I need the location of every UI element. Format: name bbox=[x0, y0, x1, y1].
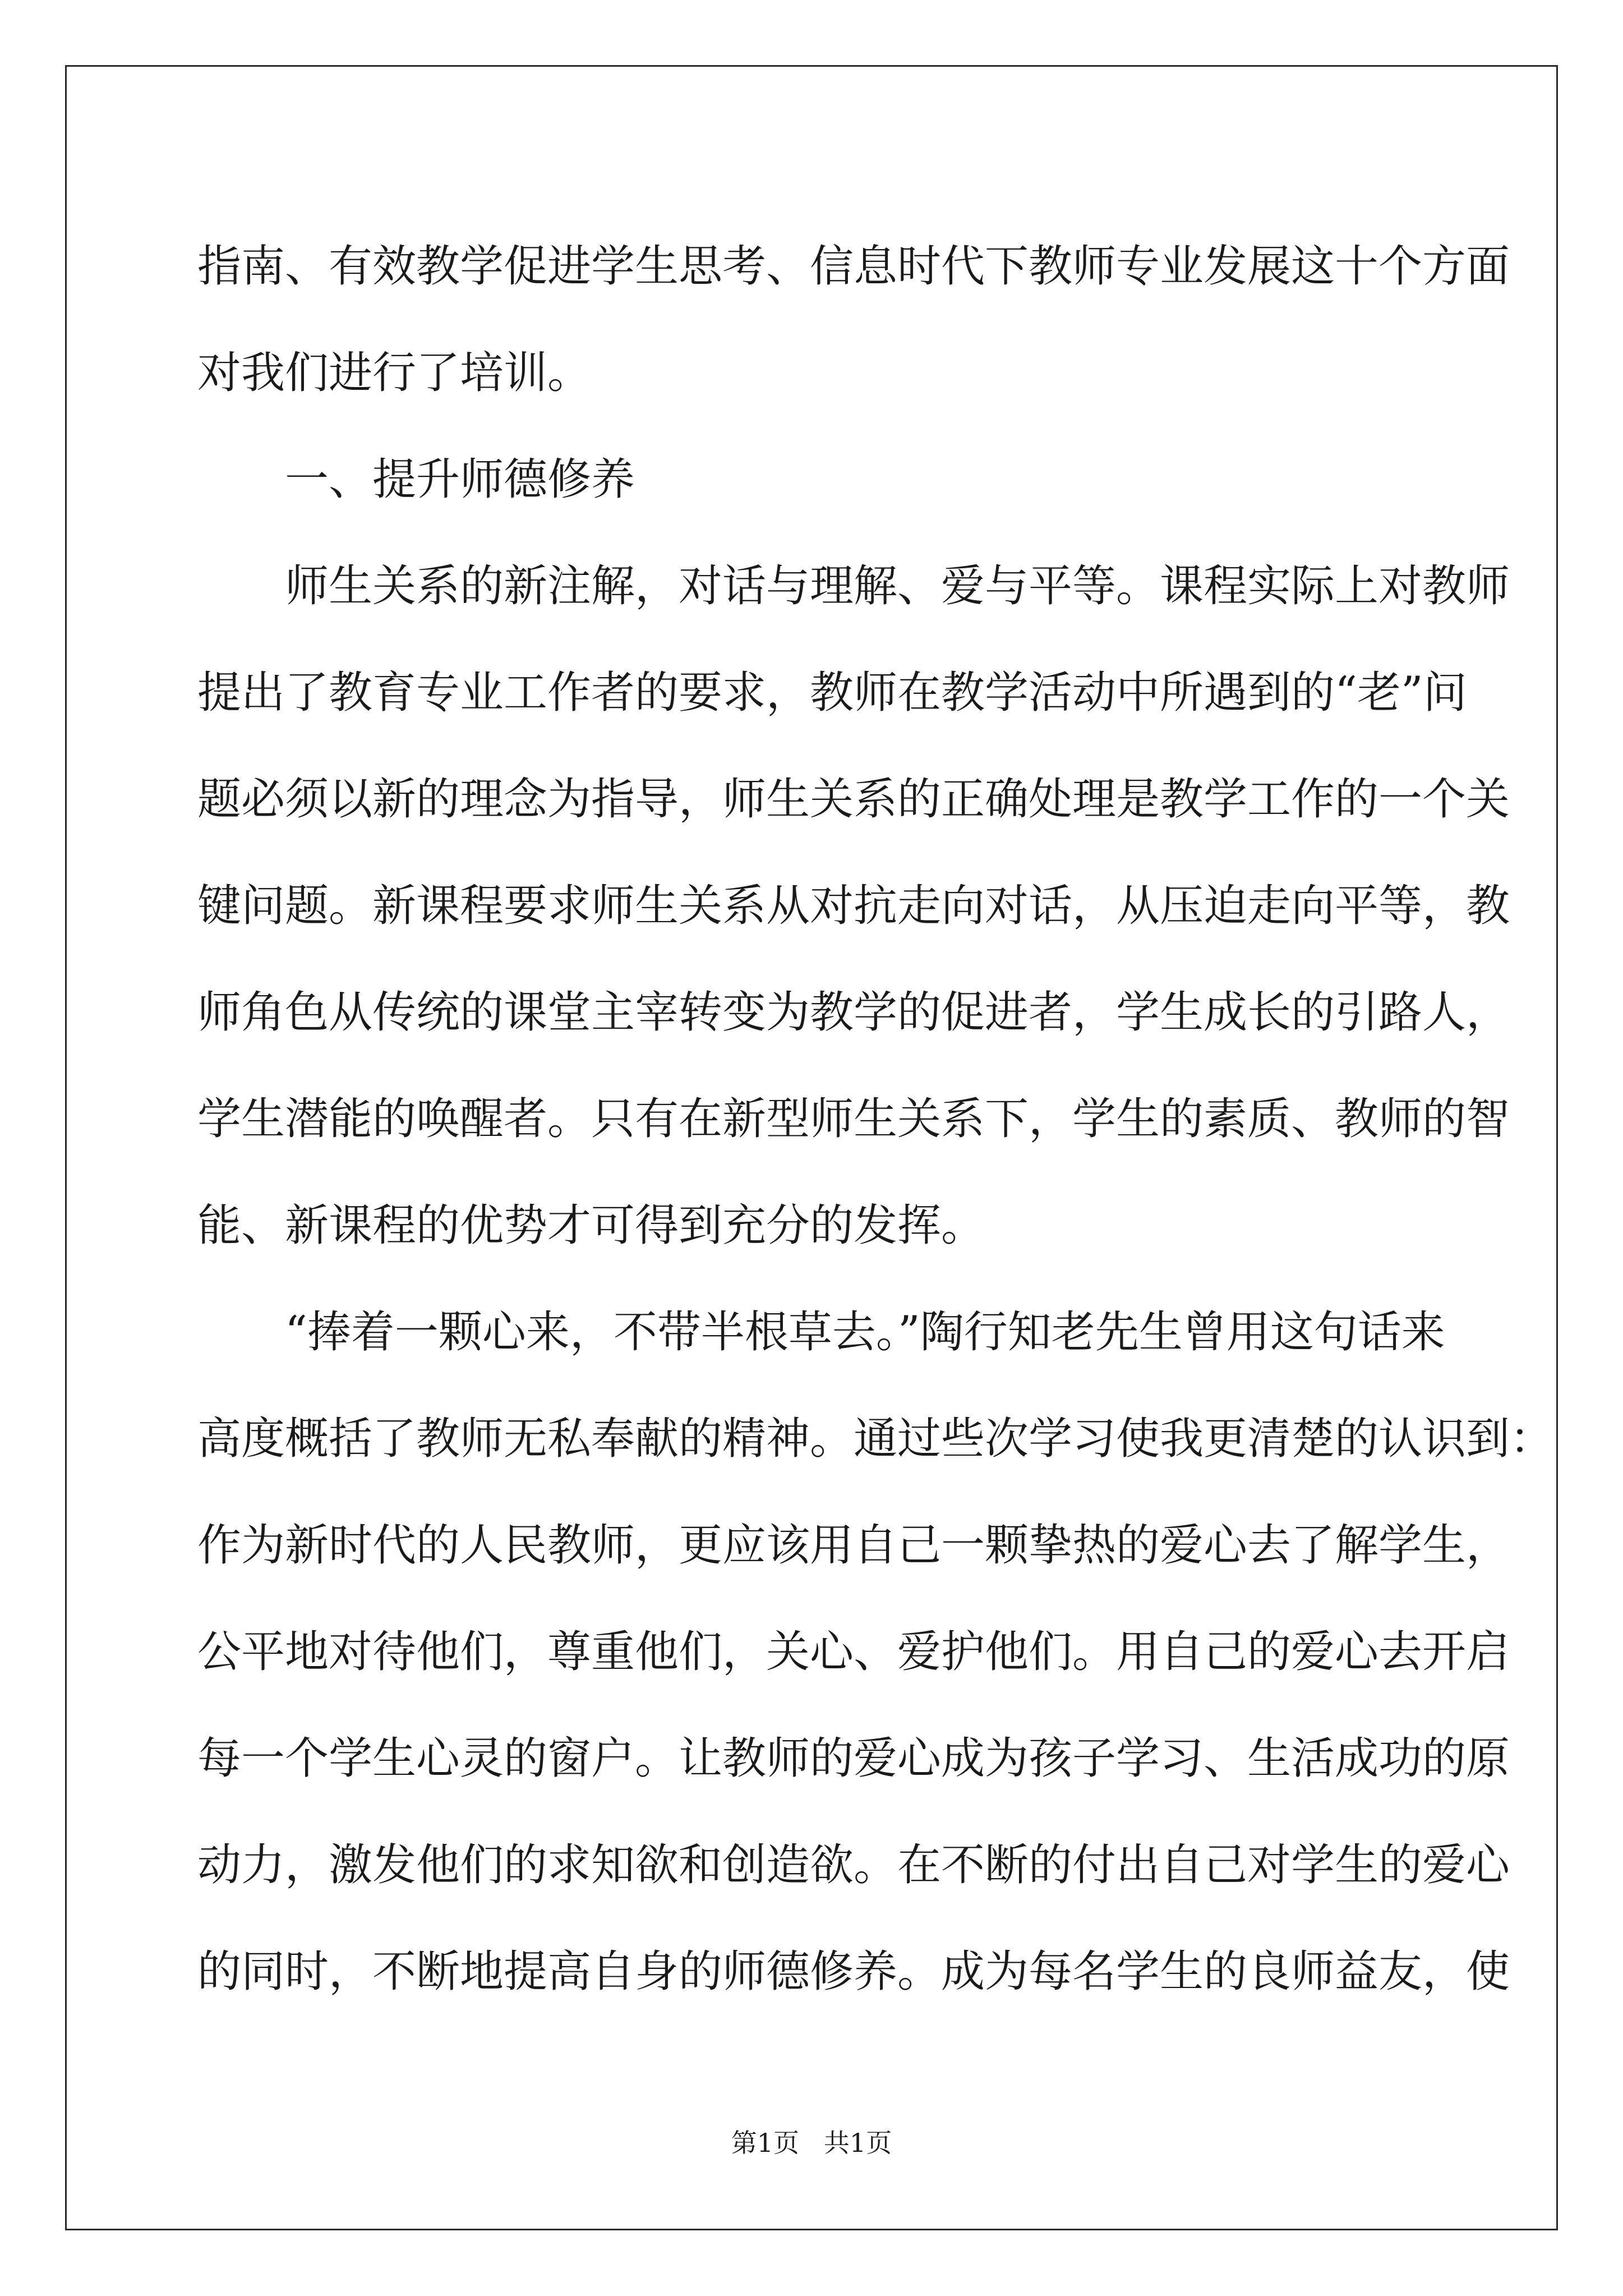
paragraph-line: 作为新时代的人民教师，更应该用自己一颗挚热的爱心去了解学生， bbox=[197, 1520, 1510, 1571]
paragraph-line: 高度概括了教师无私奉献的精神。通过些次学习使我更清楚的认识到： bbox=[197, 1414, 1554, 1464]
paragraph-line: 师生关系的新注解，对话与理解、爱与平等。课程实际上对教师 bbox=[285, 561, 1510, 611]
section-heading: 一、提升师德修养 bbox=[285, 454, 635, 505]
paragraph-line: 公平地对待他们，尊重他们，关心、爱护他们。用自己的爱心去开启 bbox=[197, 1627, 1510, 1677]
paragraph-line: 动力，激发他们的求知欲和创造欲。在不断的付出自己对学生的爱心 bbox=[197, 1840, 1510, 1890]
paragraph-line: 的同时，不断地提高自身的师德修养。成为每名学生的良师益友，使 bbox=[197, 1947, 1510, 1997]
paragraph-line: 学生潜能的唤醒者。只有在新型师生关系下，学生的素质、教师的智 bbox=[197, 1094, 1510, 1144]
paragraph-line: 师角色从传统的课堂主宰转变为教学的促进者，学生成长的引路人， bbox=[197, 987, 1510, 1038]
paragraph-line: 键问题。新课程要求师生关系从对抗走向对话，从压迫走向平等，教 bbox=[197, 881, 1510, 931]
paragraph-line: 能、新课程的优势才可得到充分的发挥。 bbox=[197, 1200, 985, 1251]
paragraph-line: 对我们进行了培训。 bbox=[197, 348, 592, 398]
paragraph-line: 指南、有效教学促进学生思考、信息时代下教师专业发展这十个方面 bbox=[197, 241, 1510, 292]
paragraph-line: 提出了教育专业工作者的要求，教师在教学活动中所遇到的“老”问 bbox=[197, 668, 1467, 718]
paragraph-line: “捧着一颗心来，不带半根草去。”陶行知老先生曾用这句话来 bbox=[285, 1307, 1445, 1358]
page-number-footer: 第1页 共1页 bbox=[731, 2128, 892, 2158]
paragraph-line: 题必须以新的理念为指导，师生关系的正确处理是教学工作的一个关 bbox=[197, 774, 1510, 825]
paragraph-line: 每一个学生心灵的窗户。让教师的爱心成为孩子学习、生活成功的原 bbox=[197, 1733, 1510, 1784]
document-body bbox=[197, 213, 1554, 2025]
